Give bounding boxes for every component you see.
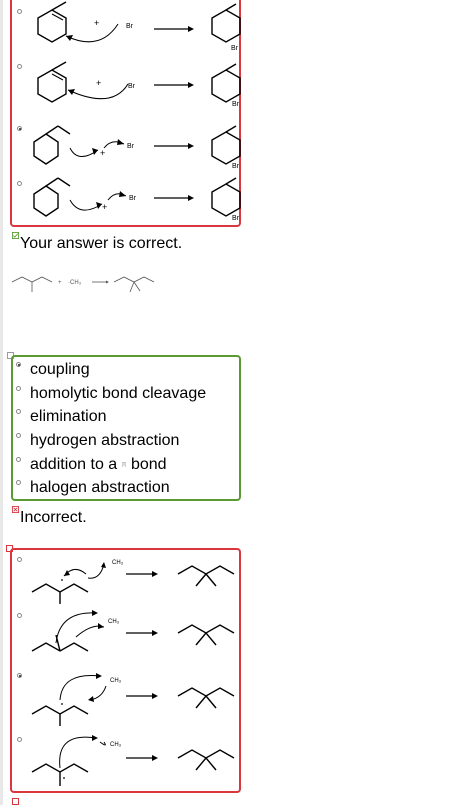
q1-option-2-mechanism[interactable] bbox=[28, 64, 238, 114]
q2-option-elimination-radio[interactable] bbox=[16, 409, 21, 414]
x-icon bbox=[12, 506, 19, 513]
check-icon bbox=[12, 232, 19, 239]
q2-option-halogen-abstraction-label[interactable]: halogen abstraction bbox=[30, 479, 170, 496]
q2-option-coupling-label[interactable]: coupling bbox=[30, 361, 90, 378]
q3-option-1-reagent: CH₃ bbox=[112, 560, 124, 566]
q3-option-4-radio[interactable] bbox=[17, 737, 22, 742]
q3-option-4-reagent: CH₃ bbox=[110, 742, 122, 748]
q1-option-1-radio[interactable] bbox=[17, 9, 22, 14]
q3-option-3-reagent: CH₃ bbox=[110, 678, 122, 684]
q3-option-2-radio[interactable] bbox=[17, 613, 22, 618]
q3-option-3-mechanism[interactable] bbox=[26, 668, 238, 728]
q1-option-3-mechanism[interactable] bbox=[28, 124, 238, 172]
q3-option-2-mechanism[interactable] bbox=[26, 605, 238, 665]
x-icon bbox=[12, 798, 19, 805]
q1-option-4-mechanism[interactable] bbox=[28, 176, 238, 224]
q2-option-halogen-abstraction-radio[interactable] bbox=[16, 480, 21, 485]
reaction-scheme bbox=[10, 272, 160, 296]
pi-symbol: π bbox=[121, 461, 127, 469]
q2-option-hydrogen-abstraction-radio[interactable] bbox=[16, 433, 21, 438]
q1-option-4-radio[interactable] bbox=[17, 181, 22, 186]
q1-option-3-radio[interactable] bbox=[17, 126, 22, 131]
q2-option-addition-text: addition to a bbox=[30, 456, 118, 473]
reaction-plus: + bbox=[58, 280, 62, 286]
q1-option-2-reagent: Br bbox=[128, 83, 135, 90]
q3-option-2-reagent: CH₃ bbox=[108, 619, 120, 625]
q1-option-4-reagent: Br bbox=[129, 195, 136, 202]
q2-option-addition-label[interactable] bbox=[30, 455, 167, 474]
q1-option-1-mechanism[interactable] bbox=[28, 6, 238, 54]
q2-option-homolytic-radio[interactable] bbox=[16, 386, 21, 391]
svg-text:+: + bbox=[94, 18, 100, 28]
q3-option-4-mechanism[interactable] bbox=[26, 730, 238, 790]
q1-option-2-product-label: Br bbox=[232, 101, 239, 108]
reaction-reagent: ·CH₃ bbox=[68, 280, 82, 286]
q1-option-1-product-label: Br bbox=[231, 45, 238, 52]
q2-option-coupling-radio[interactable] bbox=[16, 362, 21, 367]
svg-text:+: + bbox=[100, 148, 106, 158]
q2-option-homolytic-label[interactable]: homolytic bond cleavage bbox=[30, 385, 207, 402]
q2-option-elimination-label[interactable]: elimination bbox=[30, 408, 107, 425]
q2-option-hydrogen-abstraction-label[interactable]: hydrogen abstraction bbox=[30, 432, 180, 449]
svg-text:+: + bbox=[102, 202, 108, 212]
svg-text:+: + bbox=[96, 78, 102, 88]
answer-correct-message: Your answer is correct. bbox=[20, 235, 183, 252]
q1-option-3-reagent: Br bbox=[127, 143, 134, 150]
q2-option-addition-suffix: bond bbox=[130, 456, 167, 473]
q2-option-addition-radio[interactable] bbox=[16, 457, 21, 462]
q1-option-3-product-label: Br bbox=[232, 163, 239, 170]
q3-option-3-radio[interactable] bbox=[17, 673, 22, 678]
answer-incorrect-message: Incorrect. bbox=[20, 509, 87, 526]
q3-option-1-mechanism[interactable] bbox=[26, 550, 238, 606]
q1-option-2-radio[interactable] bbox=[17, 64, 22, 69]
q1-option-4-product-label: Br bbox=[232, 215, 239, 222]
q1-option-1-reagent: Br bbox=[126, 23, 133, 30]
q3-option-1-radio[interactable] bbox=[17, 557, 22, 562]
page-left-edge bbox=[0, 0, 3, 805]
